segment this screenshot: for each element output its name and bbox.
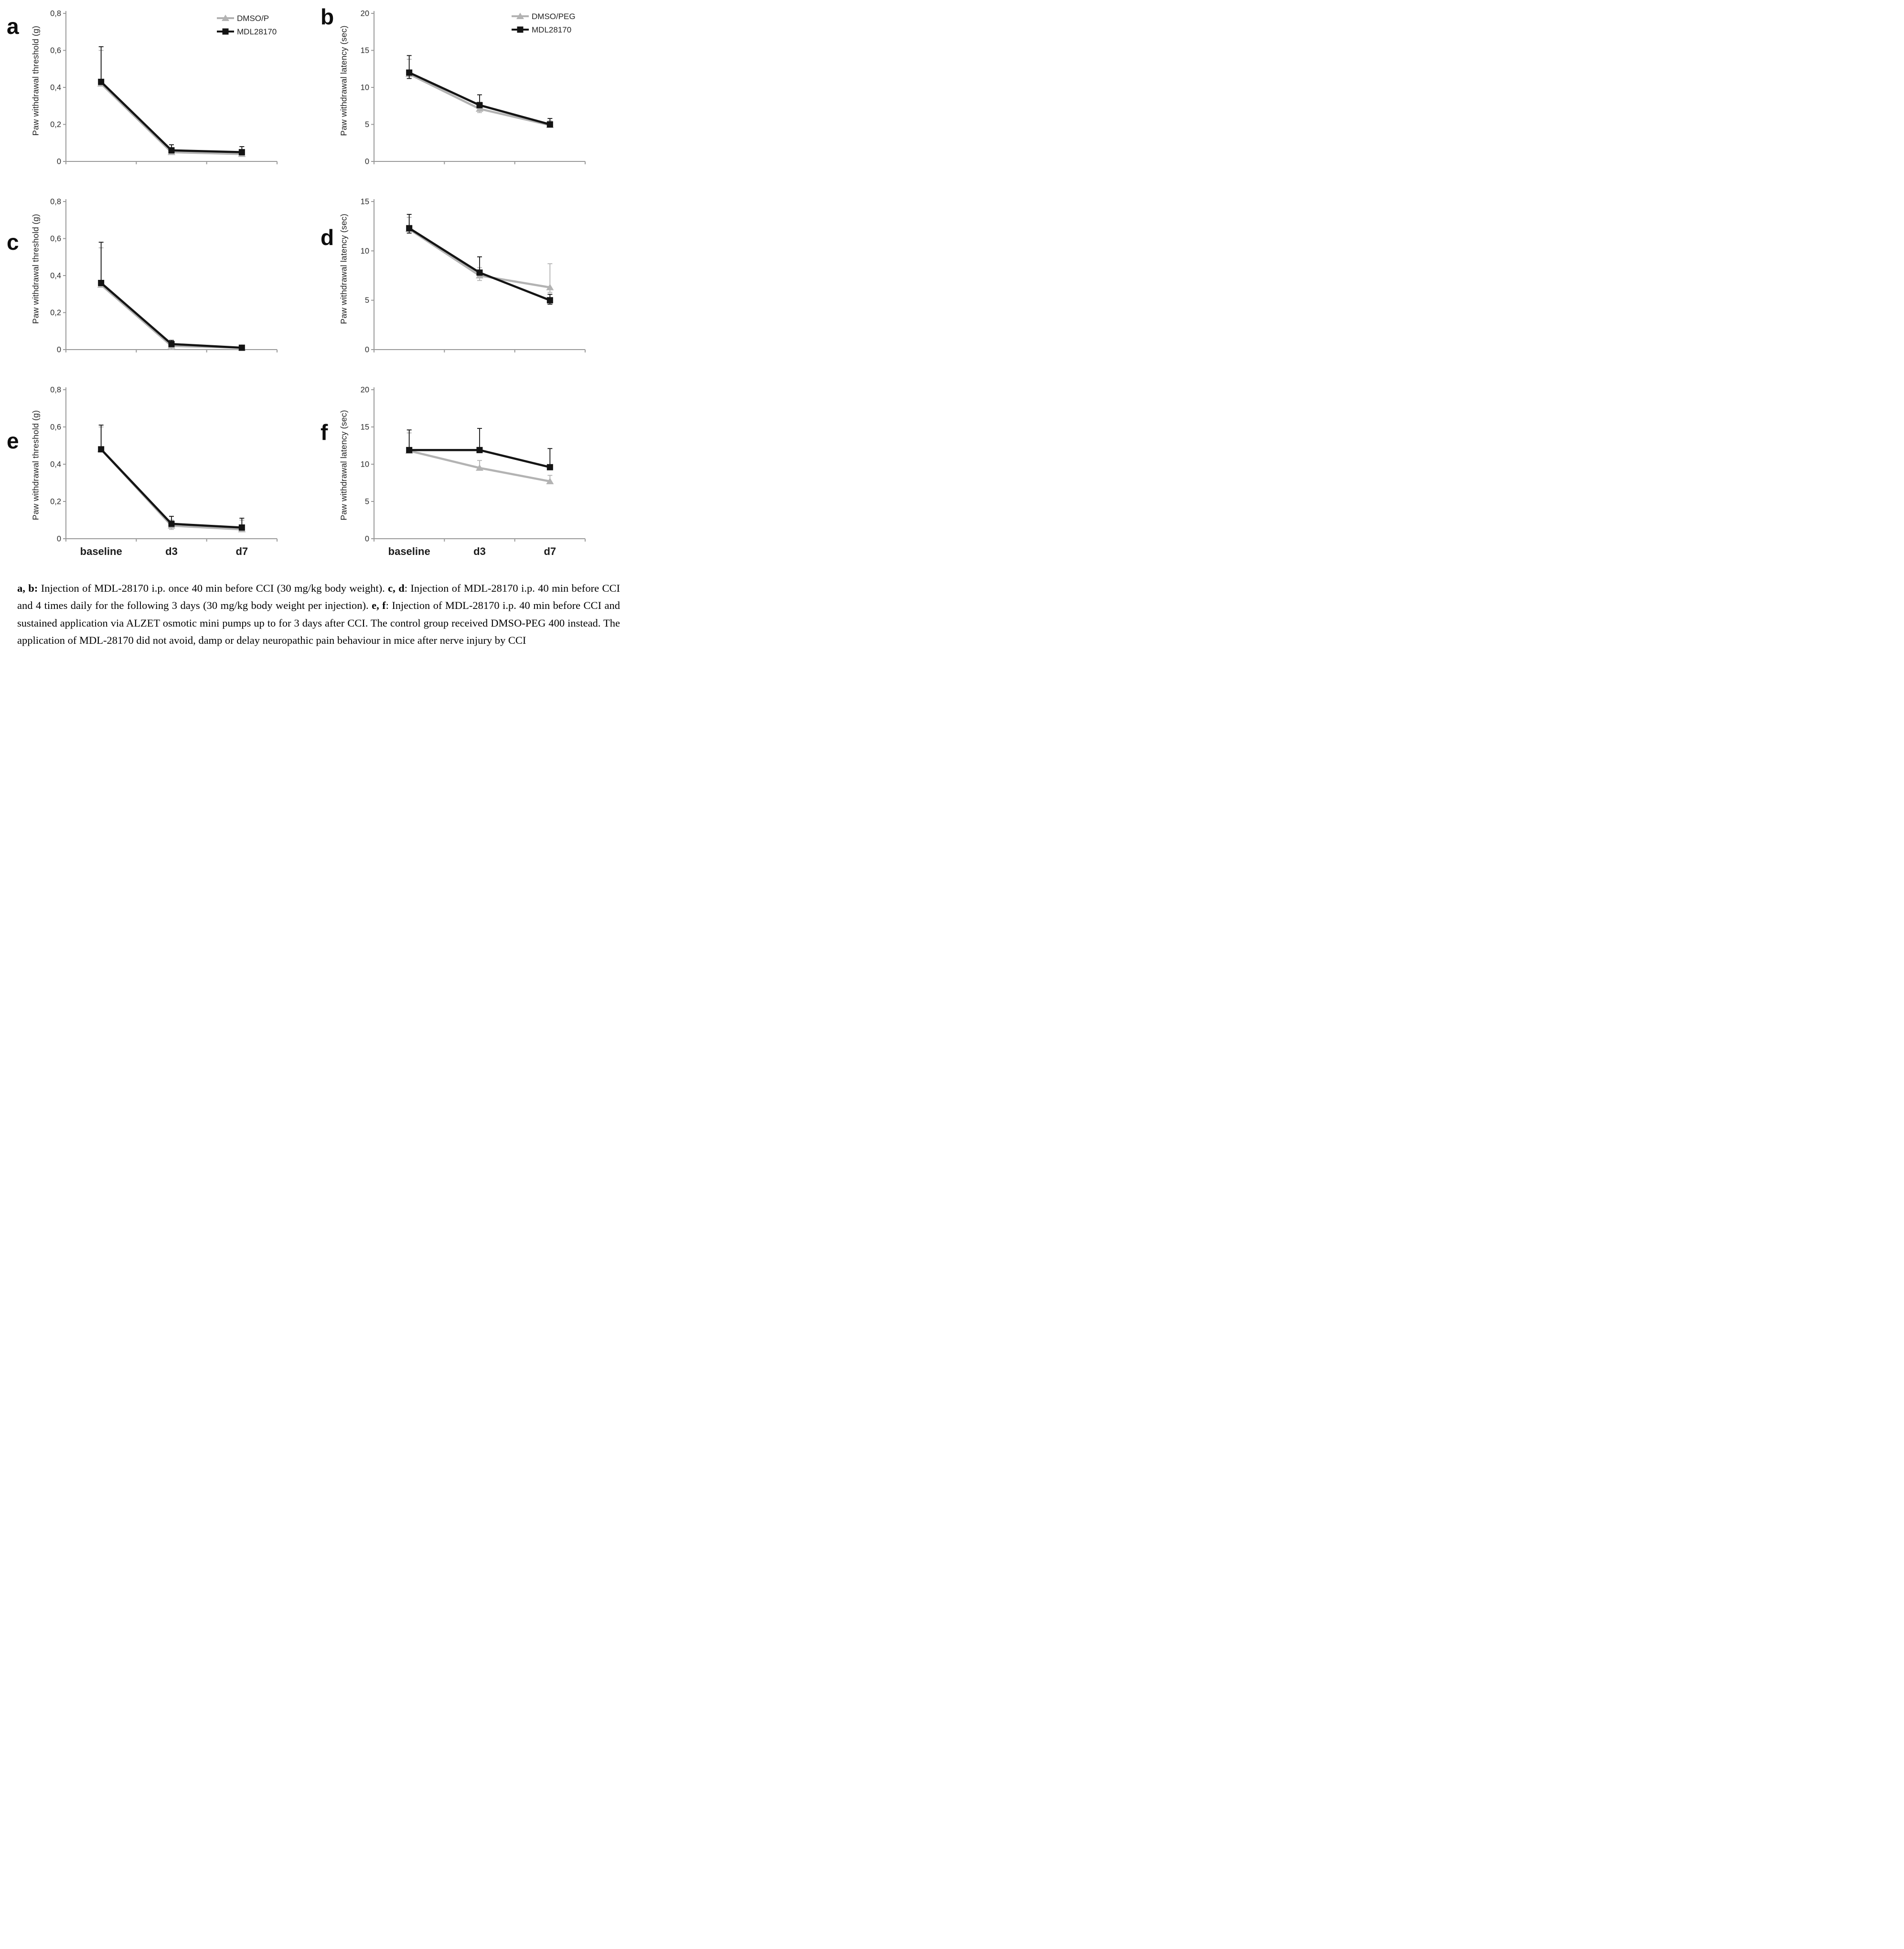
- figure-page: [0, 0, 635, 663]
- panel-f: [313, 382, 631, 563]
- caption-segment: a, b:: [17, 582, 38, 594]
- panel-a: [5, 6, 313, 169]
- marker-mdl28170: [547, 464, 553, 470]
- panel-b-ylabel-column: [338, 6, 350, 169]
- panel-f-plot: [350, 382, 589, 563]
- y-tick-label: 0,6: [50, 423, 61, 432]
- marker-mdl28170: [239, 524, 245, 531]
- marker-mdl28170: [98, 79, 104, 85]
- marker-mdl28170: [547, 297, 553, 303]
- axes: [50, 198, 277, 354]
- y-tick-label: 0: [364, 157, 369, 166]
- series-mdl28170: [98, 47, 245, 155]
- figure-caption: [17, 580, 620, 650]
- y-tick-label: 0,8: [50, 197, 61, 206]
- panel-c-ylabel-column: [30, 194, 42, 357]
- legend-label: MDL28170: [237, 27, 277, 36]
- y-tick-label: 0,4: [50, 460, 61, 469]
- panel-c-plot: [42, 194, 281, 357]
- marker-mdl28170: [477, 269, 483, 276]
- caption-segment: : Injection of MDL-28170 i.p. 40 min before CCI and sustained application via ALZET osmotic mini pumps up to for 3 days after CCI. The control group received DMSO-PEG 400 instead. The application of MDL-28170 did not avoid, damp or delay neuropathic pain behaviour in mice after nerve injury by CCI: [17, 599, 620, 647]
- y-tick-label: 0: [364, 345, 369, 354]
- marker-mdl28170: [169, 341, 175, 347]
- x-tick-label: baseline: [388, 545, 430, 557]
- panel-letter-f: f: [321, 420, 328, 445]
- legend-marker-mdl28170: [517, 27, 524, 33]
- panel-b: [313, 6, 631, 169]
- series-line-mdl28170: [101, 449, 242, 528]
- y-tick-label: 20: [360, 9, 369, 18]
- x-tick-label: d7: [235, 545, 248, 557]
- panel-letter-c: c: [7, 230, 19, 255]
- marker-mdl28170: [547, 121, 553, 128]
- axes: [361, 198, 585, 354]
- y-axis-label: Paw withdrawal threshold (g): [31, 26, 41, 136]
- x-tick-label: d3: [473, 545, 486, 557]
- panel-d-ylabel-column: [338, 194, 350, 357]
- legend-label: DMSO/PEG: [532, 12, 576, 21]
- panel-c: [5, 194, 313, 357]
- y-tick-label: 0,4: [50, 83, 61, 92]
- marker-mdl28170: [406, 225, 412, 231]
- y-tick-label: 0,8: [50, 385, 61, 394]
- caption-segment: Injection of MDL-28170 i.p. once 40 min before CCI (30 mg/kg body weight).: [38, 582, 388, 594]
- y-tick-label: 0,6: [50, 234, 61, 243]
- series-mdl28170: [98, 425, 245, 531]
- marker-mdl28170: [98, 446, 104, 452]
- y-tick-label: 0: [56, 534, 61, 543]
- panel-d-plot: [350, 194, 589, 357]
- legend: [512, 12, 576, 34]
- panel-letter-a: a: [7, 14, 19, 39]
- y-tick-label: 0: [364, 534, 369, 543]
- series-mdl28170: [406, 55, 553, 128]
- caption-segment: e, f: [372, 599, 386, 612]
- panel-letter-b: b: [321, 4, 334, 29]
- y-axis-label: Paw withdrawal latency (sec): [339, 25, 349, 136]
- y-tick-label: 10: [360, 83, 369, 92]
- x-tick-label: d7: [544, 545, 556, 557]
- y-tick-label: 0,6: [50, 46, 61, 55]
- y-tick-label: 0: [56, 157, 61, 166]
- panel-f-ylabel-column: [338, 382, 350, 563]
- legend-label: MDL28170: [532, 25, 572, 34]
- y-axis-label: Paw withdrawal threshold (g): [31, 214, 41, 324]
- y-tick-label: 0,2: [50, 497, 61, 506]
- series-mdl28170: [98, 242, 245, 351]
- marker-mdl28170: [406, 70, 412, 76]
- panel-a-ylabel-column: [30, 6, 42, 169]
- panel-letter-d: d: [321, 225, 334, 250]
- y-axis-label: Paw withdrawal latency (sec): [339, 213, 349, 324]
- y-tick-label: 0,2: [50, 120, 61, 129]
- series-dmso-peg: [406, 59, 554, 128]
- legend-marker-mdl28170: [223, 29, 229, 35]
- series-dmso-peg: [406, 217, 554, 292]
- y-tick-label: 5: [364, 497, 369, 506]
- caption-segment: : Injection of MDL-28170 i.p. 40 min before CCI and 4 times daily for the following 3 days (30 mg/kg body weight per injection).: [17, 582, 620, 612]
- panel-letter-e: e: [7, 428, 19, 453]
- legend: [217, 14, 277, 36]
- y-tick-label: 20: [360, 385, 369, 394]
- marker-mdl28170: [98, 280, 104, 286]
- y-tick-label: 0: [56, 345, 61, 354]
- y-tick-label: 10: [360, 246, 369, 256]
- y-tick-label: 15: [360, 197, 369, 206]
- y-tick-label: 0,2: [50, 309, 61, 317]
- x-tick-label: baseline: [80, 545, 122, 557]
- axes: [50, 386, 277, 543]
- panel-e: [5, 382, 313, 563]
- y-tick-label: 0,8: [50, 9, 61, 18]
- y-axis-label: Paw withdrawal latency (sec): [339, 410, 349, 521]
- panel-d: [313, 194, 631, 357]
- series-dmso-peg: [97, 51, 246, 157]
- y-tick-label: 0,4: [50, 271, 61, 280]
- y-axis-label: Paw withdrawal threshold (g): [31, 410, 41, 521]
- panel-e-ylabel-column: [30, 382, 42, 563]
- marker-mdl28170: [406, 447, 412, 453]
- panel-b-plot: [350, 6, 589, 169]
- marker-mdl28170: [169, 147, 175, 153]
- marker-mdl28170: [477, 447, 483, 453]
- panel-e-plot: [42, 382, 281, 563]
- y-tick-label: 5: [364, 120, 369, 129]
- x-tick-label: d3: [165, 545, 178, 557]
- marker-mdl28170: [239, 345, 245, 351]
- y-tick-label: 15: [360, 46, 369, 55]
- series-mdl28170: [406, 214, 553, 304]
- marker-mdl28170: [169, 521, 175, 527]
- chart-grid: [5, 6, 632, 563]
- panel-a-plot: [42, 6, 281, 169]
- series-line-mdl28170: [101, 283, 242, 348]
- series-line-mdl28170: [101, 82, 242, 152]
- y-tick-label: 10: [360, 460, 369, 469]
- y-tick-label: 5: [364, 296, 369, 305]
- marker-mdl28170: [477, 102, 483, 108]
- series-line-dmso-peg: [101, 84, 242, 154]
- series-line-dmso-peg: [101, 285, 242, 348]
- marker-mdl28170: [239, 149, 245, 155]
- legend-label: DMSO/P: [237, 14, 269, 23]
- caption-segment: c, d: [388, 582, 405, 594]
- y-tick-label: 15: [360, 423, 369, 432]
